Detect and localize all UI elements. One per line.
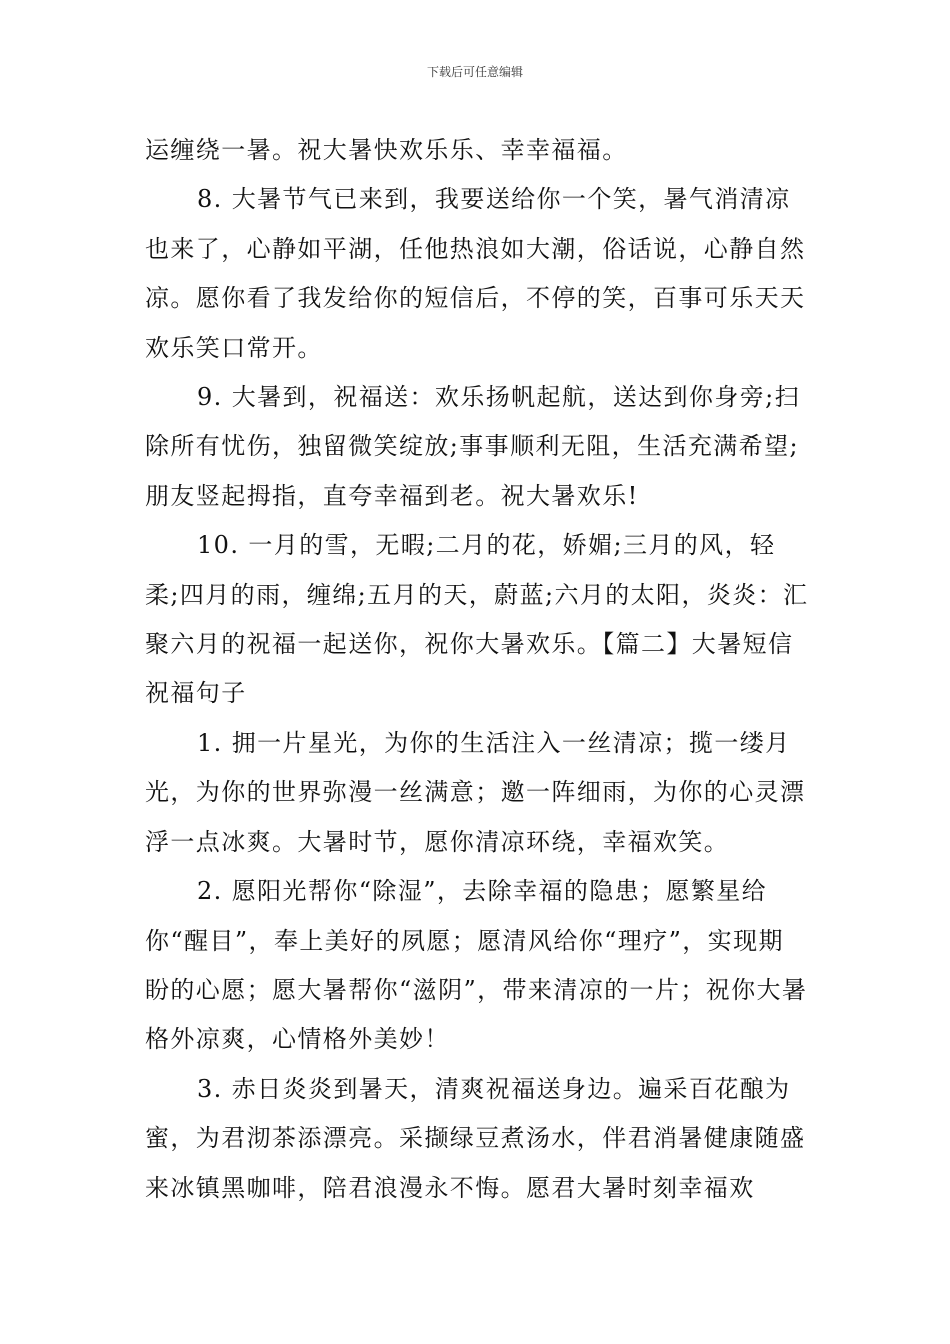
paragraph-continuation: 运缠绕一暑。祝大暑快欢乐乐、幸幸福福。 <box>145 136 628 164</box>
document-body <box>145 126 809 1213</box>
paragraph-item-10: 10. 一月的雪，无暇;二月的花，娇媚;三月的风，轻柔;四月的雨，缠绵;五月的天，蔚蓝;六月的太阳，炎炎：汇聚六月的祝福一起送你，祝你大暑欢乐。【篇二】大暑短信祝福句子 <box>145 531 809 708</box>
paragraph-item-8: 8. 大暑节气已来到，我要送给你一个笑，暑气消清凉也来了，心静如平湖，任他热浪如大潮，俗话说，心静自然凉。愿你看了我发给你的短信后，不停的笑，百事可乐天天欢乐笑口常开。 <box>145 185 806 362</box>
paragraph-item-3: 3. 赤日炎炎到暑天，清爽祝福送身边。遍采百花酿为蜜，为君沏茶添漂亮。采撷绿豆煮汤水，伴君消暑健康随盛来冰镇黑咖啡，陪君浪漫永不悔。愿君大暑时刻幸福欢 <box>145 1074 806 1202</box>
paragraph-item-2: 2. 愿阳光帮你“除湿”，去除幸福的隐患；愿繁星给你“醒目”，奉上美好的夙愿；愿清风给你“理疗”，实现期盼的心愿；愿大暑帮你“滋阴”，带来清凉的一片；祝你大暑格外凉爽，心情格外美妙！ <box>145 877 808 1054</box>
paragraph-item-9: 9. 大暑到，祝福送：欢乐扬帆起航，送达到你身旁;扫除所有忧伤，独留微笑绽放;事事顺利无阻，生活充满希望;朋友竖起拇指，直夸幸福到老。祝大暑欢乐! <box>145 383 801 510</box>
page-header: 下载后可任意编辑 <box>426 65 523 79</box>
paragraph-item-1: 1. 拥一片星光，为你的生活注入一丝清凉；揽一缕月光，为你的世界弥漫一丝满意；邀一阵细雨，为你的心灵漂浮一点冰爽。大暑时节，愿你清凉环绕，幸福欢笑。 <box>145 728 806 856</box>
